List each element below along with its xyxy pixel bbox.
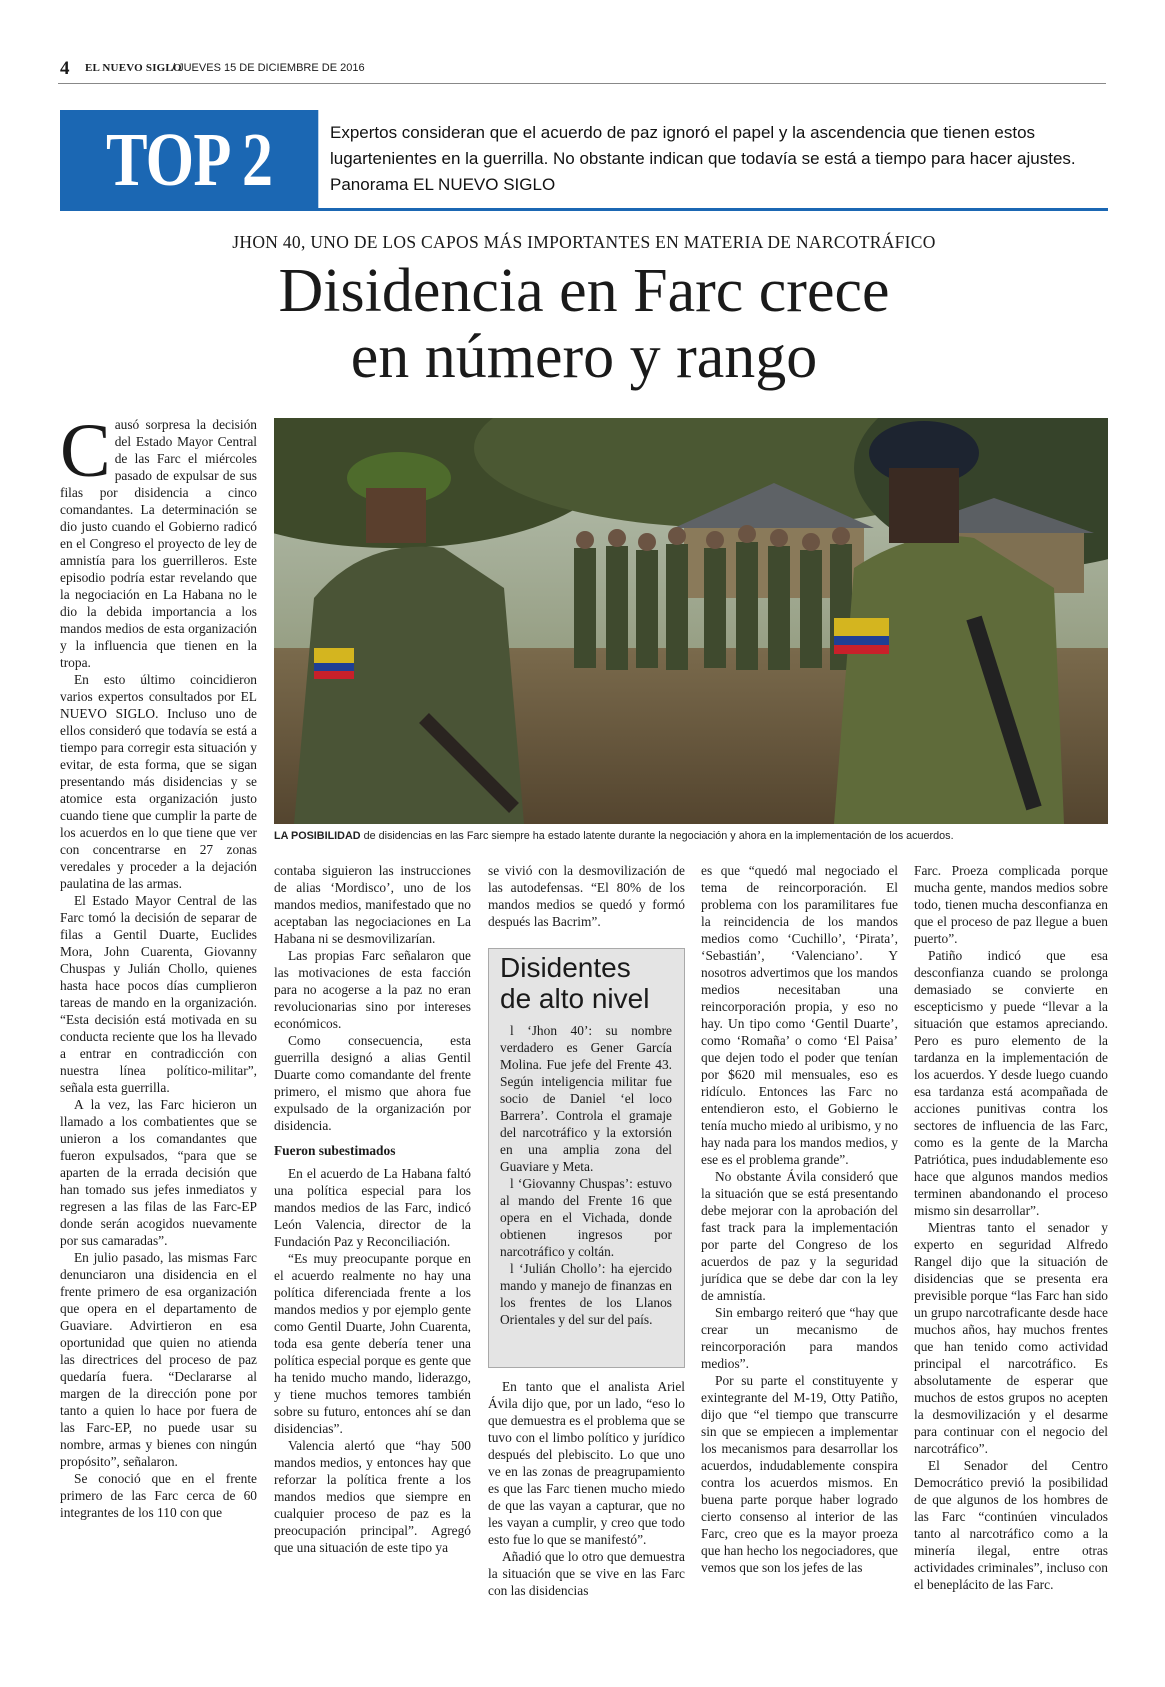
article-column-2	[274, 862, 471, 1556]
article-column-1	[60, 409, 257, 1521]
caption-text: de disidencias en las Farc siempre ha estado latente durante la negociación y ahora en la implementación de los acuerdos.	[360, 830, 954, 842]
col4-paragraph-3: Sin embargo reiteró que “hay que crear un mecanismo de reincorporación para mandos medios”.	[701, 1305, 898, 1371]
headline-line-1: Disidencia en Farc crece	[278, 257, 890, 325]
col2-paragraph-2: Las propias Farc señalaron que las motivaciones de esta facción para no acogerse a la paz no eran revolucionarias sino por intereses económicos.	[274, 948, 471, 1031]
col1-paragraph-1: ausó sorpresa la decisión del Estado Mayor Central de las Farc el miércoles pasado de expulsar de sus filas por disidencia a cinco comandantes. La determinación se dio justo cuando el Gobierno radicó en el Congreso el proyecto de ley de amnistía para los guerrilleros. Este episodio podría estar revelando que la negociación en La Habana no le dio la debida importancia a los mandos medios de esta organización y la influencia que tienen en la tropa.	[60, 417, 257, 670]
col5-paragraph-4: El Senador del Centro Democrático previó la posibilidad de que algunos de los hombres de las Farc “continúen vinculados tanto al narcotráfico como a la minería ilegal, entre otras actividades criminales”, incluso con el beneplácito de las Farc.	[914, 1458, 1108, 1592]
sidebar-item-giovanny-chuspas: l ‘Giovanny Chuspas’: estuvo al mando del Frente 16 que opera en el Vichada, donde obtienen ingresos por narcotráfico y coltán.	[500, 1176, 672, 1259]
section-summary: Expertos consideran que el acuerdo de paz ignoró el papel y la ascendencia que tienen estos lugartenientes en la guerrilla. No obstante indican que todavía se está a tiempo para hacer ajustes. Panorama EL NUEVO SIGLO	[330, 123, 1076, 194]
col4-paragraph-2: No obstante Ávila consideró que la situación que se está presentando debe mejorar con la aprobación del fast track para la implementación por parte del Congreso de los acuerdos de paz y la seguridad jurídica que se debe dar con la ley de amnistía.	[701, 1169, 898, 1303]
section-rule	[60, 208, 1108, 211]
article-photo	[274, 418, 1108, 824]
col1-paragraph-3: El Estado Mayor Central de las Farc tomó la decisión de separar de filas a Gentil Duarte, Euclides Mora, John Cuarenta, Giovanny Chuspas y Julián Chollo, quienes hasta hace pocos días cumplieron tareas de mando en la organización. “Esta decisión está motivada en su conducta reciente que los ha llevado a entrar en contradicción con nuestra línea político-militar”, señala esta guerrilla.	[60, 893, 257, 1095]
col1-paragraph-2: En esto último coincidieron varios expertos consultados por EL NUEVO SIGLO. Incluso uno de ellos consideró que todavía se está a tiempo para corregir esta situación y evitar, de esta forma, que se sigan presentando más disidencias y se atomice esta organización justo cuando tiene que cumplir la parte de los acuerdos en lo que tiene que ver con concentrarse en 27 zonas veredales y proceder a la dejación paulatina de las armas.	[60, 672, 257, 891]
page-number: 4	[60, 58, 70, 79]
col1-paragraph-6: Se conoció que en el frente primero de las Farc cerca de 60 integrantes de los 110 con que	[60, 1471, 257, 1520]
article-column-5	[914, 862, 1108, 1593]
col4-paragraph-1: es que “quedó mal negociado el tema de reincorporación. El problema con los paramilitares fue la reincidencia de los mandos medios como ‘Cuchillo’, ‘Pirata’, ‘Sebastián’, ‘Valenciano’. Y nosotros advertimos que los mandos medios necesitaban una reincorporación propia, y eso no hay. Un tipo como ‘Gentil Duarte’, como ‘Romaña’ o como ‘El Paisa’ que dejen todo el poder que tenían por $620 mil mensuales, eso es ridículo. Entonces las Farc no entendieron esto, el Gobierno le tenía mucho miedo al uribismo, y no hay nada para los mandos medios, y ese es el problema grande”.	[701, 863, 898, 1167]
col5-paragraph-1: Farc. Proeza complicada porque mucha gente, mandos medios sobre todo, tienen mucha desconfianza en que el proceso de paz llegue a buen puerto”.	[914, 863, 1108, 946]
headline-line-2: en número y rango	[350, 323, 818, 391]
col2-paragraph-5: “Es muy preocupante porque en el acuerdo realmente no hay una política diferenciada frente a los mandos medios y por ejemplo gente como Gentil Duarte, John Cuarenta, toda esa gente debería tener una política especial porque es gente que ha tenido mucho mando, liderazgo, y tiene muchos temores también sobre su futuro, entonces ahí se dan disidencias”.	[274, 1251, 471, 1436]
col2-paragraph-4: En el acuerdo de La Habana faltó una política especial para los mandos medios de las Farc, indicó León Valencia, director de la Fundación Paz y Reconciliación.	[274, 1166, 471, 1249]
caption-lead: LA POSIBILIDAD	[274, 830, 361, 842]
sidebar-item-julian-chollo: l ‘Julián Chollo’: ha ejercido mando y manejo de finanzas en los frentes de los Llanos Orientales y del sur del país.	[500, 1261, 672, 1327]
sidebar-title-line-1: Disidentes	[500, 952, 631, 983]
col4-paragraph-4: Por su parte el constituyente y exintegrante del M-19, Otty Patiño, dijo que “el tiempo que transcurre sin que se empiecen a implementar los mecanismos para desarrollar los acuerdos, indudablemente conspira contra los acuerdos mismos. En buena parte porque haber logrado cierto consenso al interior de las Farc, creo que es la mayor proeza que han hecho los negociadores, que vemos que son los jefes de las	[701, 1373, 898, 1575]
sidebar-item-jhon-40: l ‘Jhon 40’: su nombre verdadero es Gener García Molina. Fue jefe del Frente 43. Según inteligencia militar fue socio de Daniel ‘el loco Barrera’. Controla el gramaje del narcotráfico y la extorsión en una amplia zona del Guaviare y Meta.	[500, 1023, 672, 1174]
col2-paragraph-1: contaba siguieron las instrucciones de alias ‘Mordisco’, uno de los mandos medios, manifestado que no aceptaban las negociaciones en La Habana ni se desmovilizarían.	[274, 863, 471, 946]
sidebar-body	[500, 1022, 672, 1328]
sidebar-title	[500, 952, 680, 1014]
sidebar-title-line-2: de alto nivel	[500, 983, 650, 1014]
col3-paragraph-3: Añadió que lo otro que demuestra la situación que se vive en las Farc con las disidencias	[488, 1549, 685, 1598]
issue-date: / JUEVES 15 DE DICIEMBRE DE 2016	[172, 62, 365, 74]
col1-paragraph-5: En julio pasado, las mismas Farc denunciaron una disidencia en el frente primero de esa organización que opera en el departamento de Guaviare. Advirtieron en esa oportunidad que quien no atienda las directrices del proceso de paz quedaría fuera. “Declararse al margen de la dirección pone por tanto a quien lo hace por fuera de las Farc-EP, no puede usar su nombre, armas y bienes con ningún propósito”, señalaron.	[60, 1250, 257, 1469]
col5-paragraph-3: Mientras tanto el senador y experto en seguridad Alfredo Rangel dijo que la situación de disidencias que se presenta era previsible porque “las Farc han sido un grupo narcotraficante desde hace muchos años, hay muchos frentes que han tenido como actividad principal el narcotráfico. Es absolutamente de esperar que muchos de estos grupos no acepten la desmovilización y el desarme para continuar con el negocio del narcotráfico”.	[914, 1220, 1108, 1456]
col5-paragraph-2: Patiño indicó que esa desconfianza cuando se prolonga demasiado se convierte en escepticismo y puede “llevar a la situación que estamos apreciando. Pero es puro elemento de la tardanza en la implementación de los acuerdos. Y desde luego cuando esa tardanza está acompañada de acciones punitivas contra los sectores de influencia de las Farc, como es la gente de la Marcha Patriótica, pues indudablemente eso hace que algunos mandos medios terminen abandonando el proceso mismo sin desarrollar”.	[914, 948, 1108, 1218]
article-column-3	[488, 862, 685, 930]
col3-paragraph-1: se vivió con la desmovilización de las autodefensas. “El 80% de los mandos medios se quedó y formó después las Bacrim”.	[488, 863, 685, 929]
col2-paragraph-6: Valencia alertó que “hay 500 mandos medios, y entonces hay que reforzar la política frente a los mandos medios que siempre en cualquier proceso de paz es la preocupación principal”. Agregó que una situación de este tipo ya	[274, 1438, 471, 1555]
subheading: Fueron subestimados	[274, 1143, 396, 1158]
col1-paragraph-4: A la vez, las Farc hicieron un llamado a los combatientes que se unieron a los comandantes que fueron expulsados, “para que se aparten de la errada decisión que han tomado sus jefes inmediatos y regresen a las filas de las Farc-EP donde serán acogidos nuevamente por sus camaradas”.	[60, 1097, 257, 1248]
col2-paragraph-3: Como consecuencia, esta guerrilla designó a alias Gentil Duarte como comandante del frente primero, el mismo que ahora fue expulsado de la organización por disidencia.	[274, 1033, 471, 1133]
article-column-3-continued	[488, 1378, 685, 1599]
header-rule	[58, 83, 1106, 84]
section-badge: TOP 2	[60, 110, 318, 210]
col3-paragraph-2: En tanto que el analista Ariel Ávila dijo que, por un lado, “eso lo que demuestra es el problema que se tuvo con el limbo político y jurídico después del plebiscito. Lo que uno ve en las zonas de preagrupamiento es que las Farc tienen mucho miedo de que las vayan a capturar, que no les vayan a cumplir, y creo que todo esto fue lo que se manifestó”.	[488, 1379, 685, 1547]
photo-caption	[274, 830, 1108, 842]
article-column-4	[701, 862, 898, 1576]
drop-cap: C	[60, 409, 111, 493]
article-headline	[60, 258, 1108, 390]
newspaper-name: EL NUEVO SIGLO	[85, 62, 182, 74]
article-kicker: JHON 40, UNO DE LOS CAPOS MÁS IMPORTANTES EN MATERIA DE NARCOTRÁFICO	[232, 232, 936, 252]
